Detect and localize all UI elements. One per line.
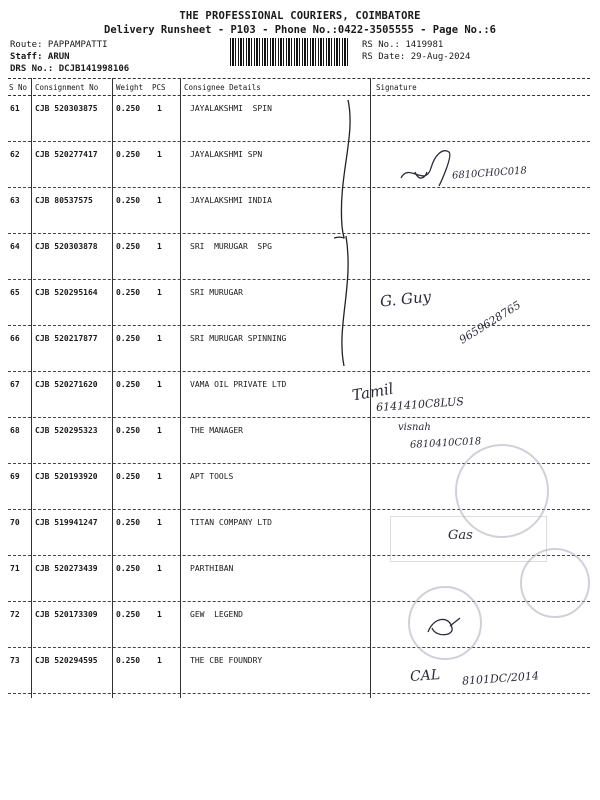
pcs-cell: 1	[157, 196, 162, 205]
consignee-cell: SRI MURUGAR SPG	[190, 242, 272, 251]
consignee-cell: GEW LEGEND	[190, 610, 243, 619]
handwritten-signature: Tamil	[350, 379, 395, 405]
rs-date: RS Date: 29-Aug-2024	[362, 52, 471, 62]
table-top-rule	[8, 78, 590, 79]
sno-cell: 67	[10, 380, 20, 389]
consignee-cell: APT TOOLS	[190, 472, 234, 481]
consignment-cell: CJB 520277417	[35, 150, 98, 159]
handwritten-note: 6141410C8LUS	[375, 394, 465, 415]
table-row	[0, 142, 600, 188]
weight-cell: 0.250	[116, 104, 141, 113]
consignment-cell: CJB 520294595	[35, 656, 98, 665]
bracket-mark	[326, 96, 366, 376]
consignment-cell: CJB 520273439	[35, 564, 98, 573]
sno-cell: 70	[10, 518, 20, 527]
consignee-cell: SRI MURUGAR SPINNING	[190, 334, 287, 343]
table-row	[0, 188, 600, 234]
sno-cell: 63	[10, 196, 20, 205]
sno-cell: 71	[10, 564, 20, 573]
weight-cell: 0.250	[116, 610, 141, 619]
signature-62	[395, 142, 465, 192]
consignee-cell: VAMA OIL PRIVATE LTD	[190, 380, 287, 389]
col-header-weight: Weight	[116, 83, 144, 92]
table-row	[0, 372, 600, 418]
col-header-sno: S No	[9, 83, 28, 92]
weight-cell: 0.250	[116, 196, 141, 205]
handwritten-signature: Gas	[448, 528, 473, 543]
weight-cell: 0.250	[116, 472, 141, 481]
rs-number: RS No.: 1419981	[362, 40, 444, 50]
handwritten-note: 6810410C018	[409, 436, 482, 451]
handwritten-signature: G. Guy	[379, 287, 432, 311]
handwritten-note: 6810CH0C018	[451, 165, 528, 182]
consignee-cell: JAYALAKSHMI INDIA	[190, 196, 272, 205]
weight-cell: 0.250	[116, 288, 141, 297]
consignee-cell: THE CBE FOUNDRY	[190, 656, 263, 665]
col-header-consignment: Consignment No	[35, 83, 99, 92]
consignment-cell: CJB 520303878	[35, 242, 98, 251]
weight-cell: 0.250	[116, 334, 141, 343]
col-header-consignee: Consignee Details	[184, 83, 261, 92]
row-divider	[8, 693, 590, 694]
pcs-cell: 1	[157, 334, 162, 343]
sno-cell: 64	[10, 242, 20, 251]
page-title: THE PROFESSIONAL COURIERS, COIMBATORE	[179, 10, 421, 22]
consignee-cell: PARTHIBAN	[190, 564, 234, 573]
pcs-cell: 1	[157, 380, 162, 389]
sno-cell: 73	[10, 656, 20, 665]
consignment-cell: CJB 519941247	[35, 518, 98, 527]
table-row	[0, 96, 600, 142]
consignment-cell: CJB 520173309	[35, 610, 98, 619]
pcs-cell: 1	[157, 426, 162, 435]
pcs-cell: 1	[157, 610, 162, 619]
table-row	[0, 556, 600, 602]
sno-cell: 66	[10, 334, 20, 343]
weight-cell: 0.250	[116, 242, 141, 251]
pcs-cell: 1	[157, 472, 162, 481]
consignee-cell: JAYALAKSHMI SPN	[190, 150, 263, 159]
sno-cell: 62	[10, 150, 20, 159]
pcs-cell: 1	[157, 656, 162, 665]
consignment-cell: CJB 520217877	[35, 334, 98, 343]
weight-cell: 0.250	[116, 656, 141, 665]
weight-cell: 0.250	[116, 150, 141, 159]
sno-cell: 72	[10, 610, 20, 619]
consignment-cell: CJB 520295164	[35, 288, 98, 297]
col-header-signature: Signature	[376, 83, 417, 92]
drs-label: DRS No.: DCJB141998106	[10, 64, 130, 74]
handwritten-signature: CAL	[409, 666, 441, 686]
consignee-cell: SRI MURUGAR	[190, 288, 243, 297]
pcs-cell: 1	[157, 564, 162, 573]
consignment-cell: CJB 520303875	[35, 104, 98, 113]
consignee-cell: TITAN COMPANY LTD	[190, 518, 272, 527]
pcs-cell: 1	[157, 288, 162, 297]
company-stamp	[520, 548, 590, 618]
handwritten-note: 9659628765	[456, 298, 524, 347]
page-subtitle: Delivery Runsheet - P103 - Phone No.:0422-3505555 - Page No.:6	[104, 24, 496, 36]
consignee-cell: JAYALAKSHMI SPIN	[190, 104, 272, 113]
sno-cell: 68	[10, 426, 20, 435]
consignment-cell: CJB 80537575	[35, 196, 93, 205]
table-row	[0, 602, 600, 648]
col-header-pcs: PCS	[152, 83, 166, 92]
staff-label: Staff: ARUN	[10, 52, 70, 62]
consignment-cell: CJB 520193920	[35, 472, 98, 481]
weight-cell: 0.250	[116, 380, 141, 389]
pcs-cell: 1	[157, 150, 162, 159]
weight-cell: 0.250	[116, 518, 141, 527]
pcs-cell: 1	[157, 518, 162, 527]
pcs-cell: 1	[157, 242, 162, 251]
table-row	[0, 326, 600, 372]
barcode	[230, 38, 350, 66]
pcs-cell: 1	[157, 104, 162, 113]
consignment-cell: CJB 520271620	[35, 380, 98, 389]
handwritten-note: 8101DC/2014	[461, 669, 540, 688]
weight-cell: 0.250	[116, 426, 141, 435]
consignee-cell: THE MANAGER	[190, 426, 243, 435]
sno-cell: 69	[10, 472, 20, 481]
table-row	[0, 234, 600, 280]
route-label: Route: PAPPAMPATTI	[10, 40, 108, 50]
sno-cell: 61	[10, 104, 20, 113]
weight-cell: 0.250	[116, 564, 141, 573]
signature-72	[422, 612, 462, 642]
consignment-cell: CJB 520295323	[35, 426, 98, 435]
handwritten-note: visnah	[398, 422, 431, 433]
sno-cell: 65	[10, 288, 20, 297]
